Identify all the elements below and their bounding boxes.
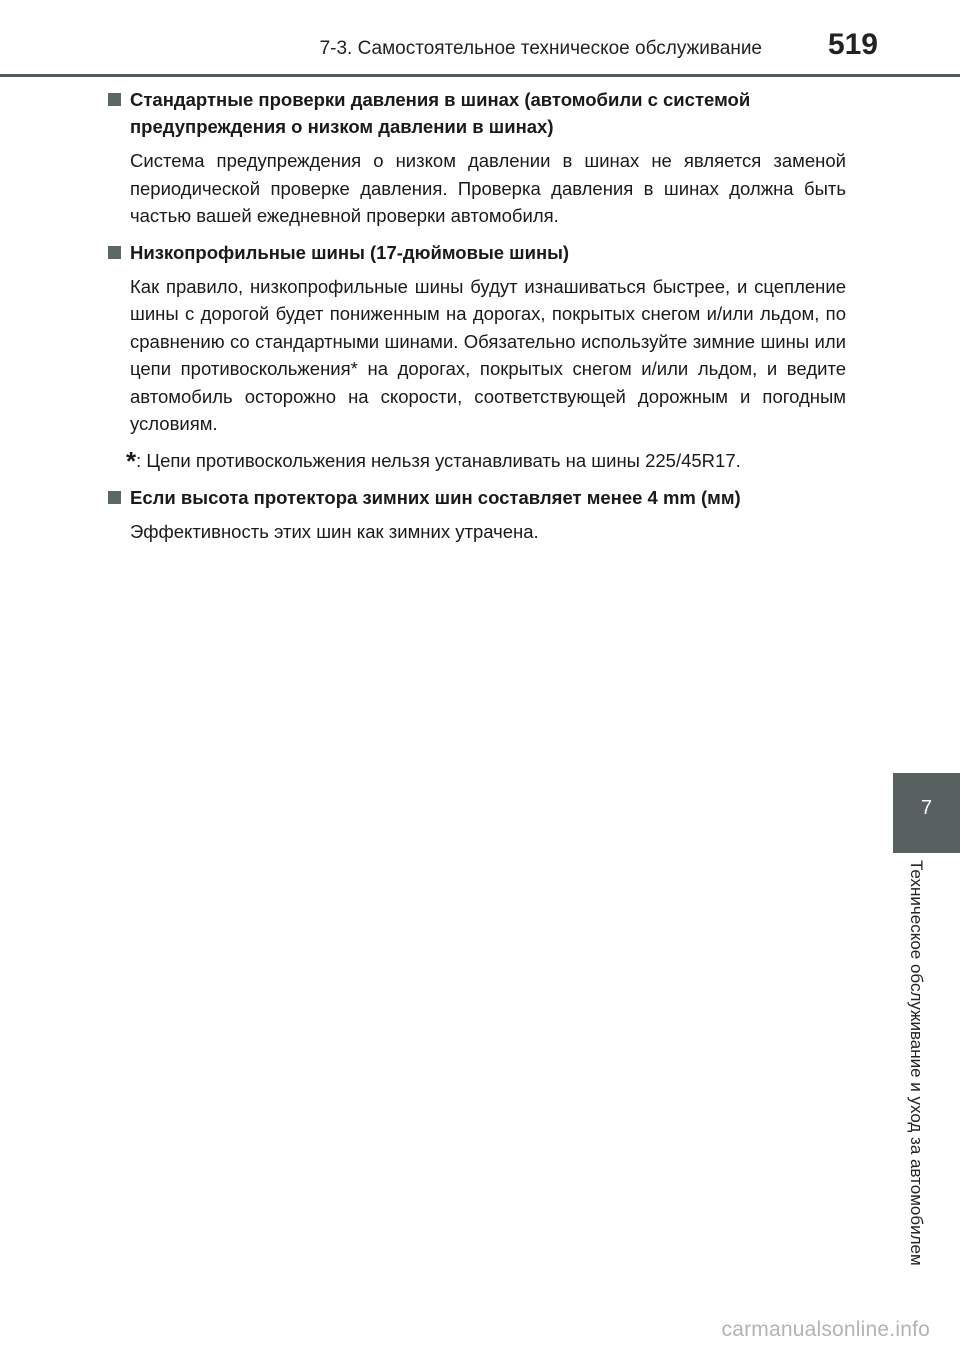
page-number: 519 [827,28,878,61]
header-divider [0,74,960,77]
heading-line-2: предупреждения о низком давлении в шинах) [130,116,554,137]
footnote-marker: * [126,445,137,476]
watermark: carmanualsonline.info [721,1318,930,1341]
section-body-tire-pressure: Система предупреждения о низком давлении в шинах не является заменой периодической проверке давления. Проверка давления в шинах должна быть частью вашей ежедневной проверки автомобиля. [130,150,846,226]
heading-text: Низкопрофильные шины (17-дюймовые шины) [130,241,570,263]
section-heading-tire-pressure [108,86,846,140]
square-bullet-icon [108,491,121,504]
chapter-title: Техническое обслуживание и уход за автомобилем [907,860,926,1266]
footnote-text: : Цепи противоскольжения нельзя устанавливать на шины 225/45R17. [136,449,741,471]
section-title: 7-3. Самостоятельное техническое обслуживание [319,38,762,59]
chapter-number: 7 [920,797,933,819]
chapter-tab [893,773,960,853]
page-content [108,86,846,554]
section-heading-low-profile [108,239,846,266]
heading-text: Если высота протектора зимних шин составляет менее 4 mm (мм) [130,486,741,508]
section-body-winter-tread: Эффективность этих шин как зимних утрачена. [130,520,539,542]
footnote [108,447,846,475]
square-bullet-icon [108,246,121,259]
heading-line-1: Стандартные проверки давления в шинах (автомобили с системой [130,89,751,110]
section-body-low-profile: Как правило, низкопрофильные шины будут изнашиваться быстрее, и сцепление шины с дорогой будет пониженным на дорогах, покрытых снегом и/или льдом, по сравнению со стандартными шинами. Обязательно используйте зимние шины или цепи противоскольжения* на дорогах, покрытых снегом и/или льдом, и ведите автомобиль осторожно на скорости, соответствующей дорожным и погодным условиям. [130,275,846,434]
page-header [0,0,960,80]
square-bullet-icon [108,93,121,106]
section-heading-winter-tread [108,484,846,511]
